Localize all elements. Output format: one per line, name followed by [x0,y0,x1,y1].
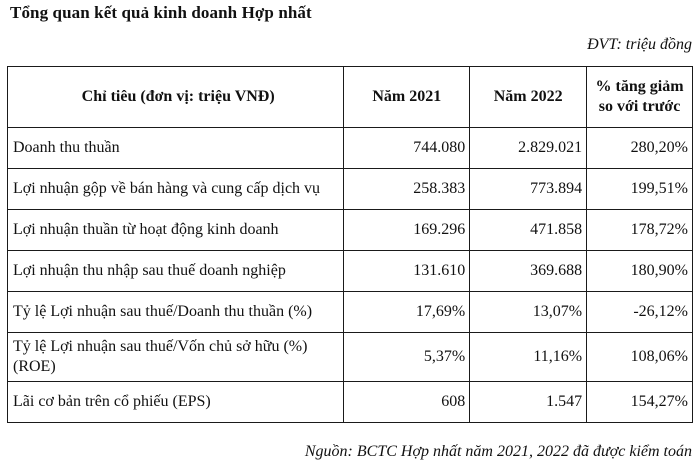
row-label: Tỷ lệ Lợi nhuận sau thuế/Vốn chủ sở hữu (%) (ROE) [8,333,344,382]
value-2022: 11,16% [470,333,587,382]
source-note: Nguồn: BCTC Hợp nhất năm 2021, 2022 đã được kiểm toán [304,443,692,460]
header-indicator: Chỉ tiêu (đơn vị: triệu VNĐ) [8,67,344,128]
header-change-line1: % tăng giảm [595,78,684,95]
value-2021: 744.080 [344,128,470,169]
table-row [8,210,693,251]
table-row [8,128,693,169]
value-change: 280,20% [587,128,693,169]
unit-note: ĐVT: triệu đồng [587,36,692,53]
value-change: -26,12% [587,292,693,333]
value-change: 199,51% [587,169,693,210]
value-2022: 471.858 [470,210,587,251]
header-change-line2: so với trước [598,98,681,115]
value-2022: 369.688 [470,251,587,292]
value-change: 178,72% [587,210,693,251]
table-row [8,251,693,292]
value-2021: 258.383 [344,169,470,210]
row-label: Lợi nhuận thuần từ hoạt động kinh doanh [8,210,344,251]
results-table [7,66,693,423]
value-2022: 1.547 [470,382,587,423]
row-label: Tỷ lệ Lợi nhuận sau thuế/Doanh thu thuần (%) [8,292,344,333]
table-row [8,333,693,382]
row-label: Lợi nhuận gộp về bán hàng và cung cấp dịch vụ [8,169,344,210]
value-2022: 2.829.021 [470,128,587,169]
value-2021: 169.296 [344,210,470,251]
value-2022: 13,07% [470,292,587,333]
value-change: 154,27% [587,382,693,423]
table-row [8,382,693,423]
value-2022: 773.894 [470,169,587,210]
value-change: 180,90% [587,251,693,292]
header-row [8,67,693,128]
value-2021: 17,69% [344,292,470,333]
row-label: Lãi cơ bản trên cổ phiếu (EPS) [8,382,344,423]
table-row [8,169,693,210]
value-2021: 131.610 [344,251,470,292]
header-year-2021: Năm 2021 [344,67,470,128]
value-change: 108,06% [587,333,693,382]
value-2021: 608 [344,382,470,423]
row-label: Lợi nhuận thu nhập sau thuế doanh nghiệp [8,251,344,292]
value-2021: 5,37% [344,333,470,382]
header-year-2022: Năm 2022 [470,67,587,128]
row-label: Doanh thu thuần [8,128,344,169]
table-row [8,292,693,333]
report-title: Tổng quan kết quả kinh doanh Hợp nhất [10,3,312,22]
header-change [587,67,693,128]
